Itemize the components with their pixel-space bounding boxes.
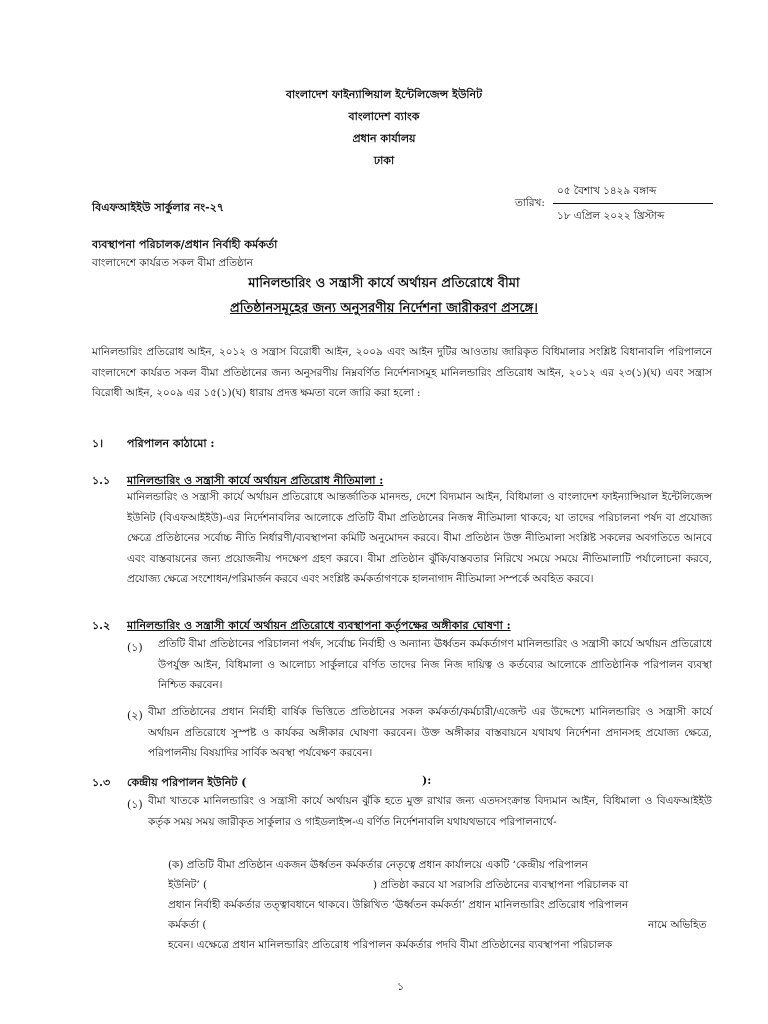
intro-paragraph: মানিলন্ডারিং প্রতিরোধ আইন, ২০১২ ও সন্ত্রাস বিরোধী আইন, ২০০৯ এবং আইন দুটির আওতায় জারিকৃত বিধিমালার সংশ্লিষ্ট বিধানাবলি পরিপালনে বাংলাদেশে কার্যরত সকল বীমা প্রতিষ্ঠানের জন্য অনুসরণীয় নিম্নবর্ণিত নির্দেশনাসমূহ মানিলন্ডারিং প্রতিরোধ আইন, ২০১২ এর ২৩(১)(ঘ) এবং সন্ত্রাস বিরোধী আইন, ২০০৯ এর ১৫(১)(ঘ) ধারায় প্রদত্ত ক্ষমতা বলে জারি করা হলো :: [92, 346, 712, 399]
section-1-3-number: ১.৩: [92, 776, 111, 789]
section-1-3-sub-a-line-2a: ইউনিট’ (: [168, 879, 207, 891]
subject-line-1: মানিলন্ডারিং ও সন্ত্রাসী কার্যে অর্থায়ন প্রতিরোধে বীমা: [248, 276, 520, 291]
date-english: ১৮ এপ্রিল ২০২২ খ্রিস্টাব্দ: [557, 210, 665, 222]
section-1-2-item-2-text: বীমা প্রতিষ্ঠানের প্রধান নির্বাহী বার্ষিক ভিত্তিতে প্রতিষ্ঠানের সকল কর্মকর্তা/কর্মচারী/এজেন্ট এর উদ্দেশ্যে মানিলন্ডারিং ও সন্ত্রাসী কার্যে অর্থায়ন প্রতিরোধে সুস্পষ্ট ও কার্যকর অঙ্গীকার ঘোষণা করবেন। উক্ত অঙ্গীকার বাস্তবায়নে যথাযথ নির্দেশনা প্রদানসহ প্রযোজ্য ক্ষেত্রে, পরিপালনীয় বিষয়াদির সার্বিক অবস্থা পর্যবেক্ষণ করবেন।: [148, 706, 712, 759]
section-1-3-sub-a-line-1: (ক) প্রতিটি বীমা প্রতিষ্ঠান একজন ঊর্ধ্বতন কর্মকর্তার নেতৃত্বে প্রধান কার্যালয়ে একটি ‘কেন্দ্রীয় পরিপালন: [168, 859, 588, 871]
circular-number: বিএফআইইউ সার্কুলার নং-২৭: [92, 201, 224, 214]
section-1-1-title: মানিলন্ডারিং ও সন্ত্রাসী কার্যে অর্থায়ন প্রতিরোধ নীতিমালা :: [127, 474, 384, 487]
section-1-2-number: ১.২: [92, 619, 111, 632]
office-type: প্রধান কার্যালয়: [352, 132, 416, 145]
section-1-3-sub-a-line-3: প্রধান নির্বাহী কর্মকর্তার তত্ত্বাবধানে থাকবে। উল্লিখিত ‘ঊর্ধ্বতন কর্মকর্তা’ প্রধান মানিলন্ডারিং প্রতিরোধ পরিপালন: [168, 899, 629, 911]
section-1-1-number: ১.১: [92, 474, 111, 487]
section-1-1-body: মানিলন্ডারিং ও সন্ত্রাসী কার্যে অর্থায়ন প্রতিরোধে আন্তর্জাতিক মানদন্ড, দেশে বিদ্যমান আইন, বিধিমালা ও বাংলাদেশ ফাইন্যান্সিয়াল ইন্টেলিজেন্স ইউনিট (বিএফআইইউ)-এর নির্দেশনাবলির আলোকে প্রতিটি বীমা প্রতিষ্ঠানের নিজস্ব নীতিমালা থাকবে; যা তাদের পরিচালনা পর্ষদ বা প্রযোজ্য ক্ষেত্রে প্রতিষ্ঠানের সর্বোচ্চ নীতি নির্ধারণী/ব্যবস্থাপনা কমিটি অনুমোদন করবে। বীমা প্রতিষ্ঠান উক্ত নীতিমালা সংশ্লিষ্ট সকলের অবগতিতে আনবে এবং বাস্তবায়নের জন্য প্রয়োজনীয় পদক্ষেপ গ্রহণ করবে। বীমা প্রতিষ্ঠান ঝুঁকি/বাস্তবতার নিরিখে সময়ে সময়ে নীতিমালাটি পর্যালোচনা করবে, প্রযোজ্য ক্ষেত্রে সংশোধন/পরিমার্জন করবে এবং সংশ্লিষ্ট কর্মকর্তাগণকে হালনাগাদ নীতিমালা সম্পর্কে অবহিত করবে।: [127, 491, 712, 585]
date-label: তারিখ:: [515, 197, 545, 209]
date-divider: [553, 203, 713, 204]
section-1-3-item-1-text: বীমা খাতকে মানিলন্ডারিং ও সন্ত্রাসী কার্যে অর্থায়ন ঝুঁকি হতে মুক্ত রাখার জন্য এতদসংক্রান্ত বিদ্যমান আইন, বিধিমালা ও বিএফআইইউ কর্তৃক সময় সময় জারীকৃত সার্কুলার ও গাইডলাইন্স-এ বর্ণিত নির্দেশনাবলি যথাযথভাবে পরিপালনার্থে-: [148, 795, 712, 828]
subject-line-2: প্রতিষ্ঠানসমূহের জন্য অনুসরণীয় নির্দেশনা জারীকরণ প্রসঙ্গে।: [230, 301, 538, 316]
section-1-title: পরিপালন কাঠামো :: [127, 437, 215, 450]
section-1-3-title-end: ):: [422, 774, 432, 787]
section-1-2-item-1-number: (১): [127, 641, 143, 654]
section-1-3-sub-a-line-4b: নামে অভিহিত: [648, 919, 707, 931]
bank-name: বাংলাদেশ ব্যাংক: [348, 110, 420, 123]
page-number: ১: [397, 980, 405, 993]
section-1-3-item-1-number: (১): [127, 798, 143, 811]
section-1-3-sub-a-line-5: হবেন। এক্ষেত্রে প্রধান মানিলন্ডারিং প্রতিরোধ পরিপালন কর্মকর্তার পদবি বীমা প্রতিষ্ঠানের ব্যবস্থাপনা পরিচালক: [168, 939, 613, 951]
office-name: বাংলাদেশ ফাইন্যান্সিয়াল ইন্টেলিজেন্স ইউনিট: [285, 88, 483, 101]
section-1-2-item-2-number: (২): [127, 709, 143, 722]
recipient-org: বাংলাদেশে কার্যরত সকল বীমা প্রতিষ্ঠান: [92, 257, 253, 269]
section-1-number: ১।: [92, 437, 104, 450]
office-city: ঢাকা: [373, 154, 395, 167]
section-1-2-item-1-text: প্রতিটি বীমা প্রতিষ্ঠানের পরিচালনা পর্ষদ, সর্বোচ্চ নির্বাহী ও অন্যান্য ঊর্ধ্বতন কর্মকর্তাগণ মানিলন্ডারিং ও সন্ত্রাসী কার্যে অর্থায়ন প্রতিরোধে উপর্যুক্ত আইন, বিধিমালা ও আলোচ্য সার্কুলারে বর্ণিত তাদের নিজ নিজ দায়িত্ব ও কর্তব্যের আলোকে প্রাতিষ্ঠানিক পরিপালন ব্যবস্থা নিশ্চিত করবেন।: [158, 638, 712, 691]
section-1-3-title: কেন্দ্রীয় পরিপালন ইউনিট (: [127, 776, 247, 789]
section-1-3-sub-a-line-4a: কর্মকর্তা (: [168, 919, 207, 931]
section-1-3-sub-a-line-2b: ) প্রতিষ্ঠা করবে যা সরাসরি প্রতিষ্ঠানের ব্যবস্থাপনা পরিচালক বা: [373, 879, 629, 891]
recipient-title: ব্যবস্থাপনা পরিচালক/প্রধান নির্বাহী কর্মকর্তা: [92, 238, 278, 251]
section-1-2-title: মানিলন্ডারিং ও সন্ত্রাসী কার্যে অর্থায়ন প্রতিরোধে ব্যবস্থাপনা কর্তৃপক্ষের অঙ্গীকার ঘোষণা :: [127, 619, 511, 632]
date-bangla: ০৫ বৈশাখ ১৪২৯ বঙ্গাব্দ: [557, 185, 657, 197]
